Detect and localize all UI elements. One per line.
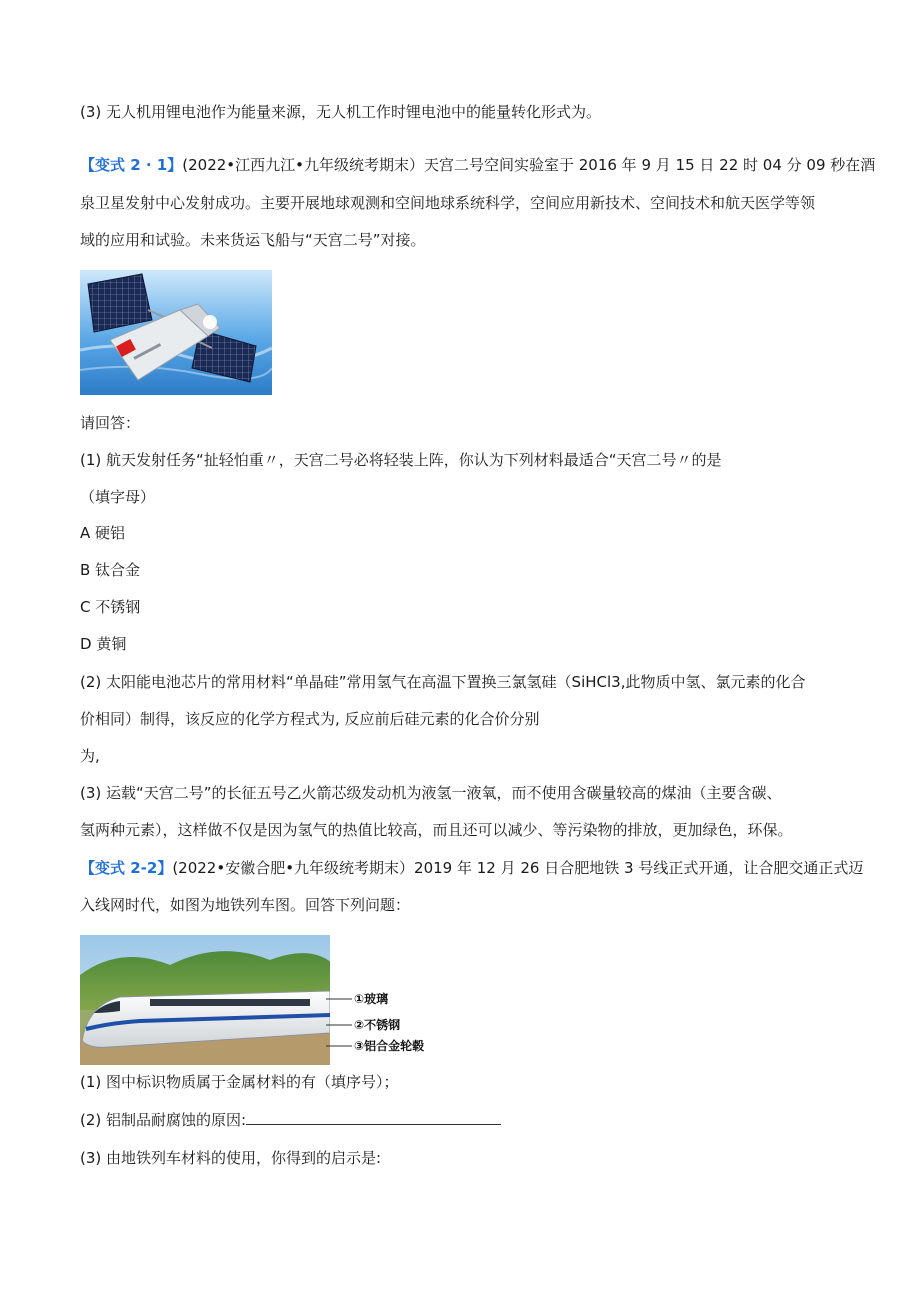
paragraph-line: 价相同）制得，该反应的化学方程式为, 反应前后硅元素的化合价分别 — [80, 710, 540, 728]
variant-2-1-header — [80, 155, 875, 175]
paragraph-line: 为, — [80, 747, 100, 765]
option-b: B 钛合金 — [80, 561, 141, 579]
variant-2-2-header — [80, 858, 863, 878]
answer-blank[interactable] — [246, 1110, 501, 1125]
q3-rocket: (3) 运载“天宫二号”的长征五号乙火箭芯级发动机为液氢一液氧，而不使用含碳量较高的煤油（主要含碳、 — [80, 784, 782, 802]
q1-metal-materials: (1) 图中标识物质属于金属材料的有（填序号）； — [80, 1073, 399, 1091]
paragraph-line: 域的应用和试验。未来货运飞船与“天宫二号”对接。 — [80, 231, 426, 249]
q2-silicon: (2) 太阳能电池芯片的常用材料“单晶硅”常用氢气在高温下置换三氯氢硅（SiHCl3,此物质中氢、氯元素的化合 — [80, 673, 806, 691]
variant-intro: (2022•安徽合肥•九年级统考期末）2019 年 12 月 26 日合肥地铁 3 号线正式开通，让合肥交通正式迈 — [172, 859, 864, 877]
option-a: A 硬铝 — [80, 524, 126, 542]
q3-drone-battery: (3) 无人机用锂电池作为能量来源，无人机工作时锂电池中的能量转化形式为。 — [80, 103, 602, 121]
tiangong-satellite-image — [80, 270, 272, 395]
variant-tag: 【变式 2-2】 — [80, 859, 173, 877]
q2-text: (2) 铝制品耐腐蚀的原因: — [80, 1111, 247, 1129]
paragraph-line: 泉卫星发射中心发射成功。主要开展地球观测和空间地球系统科学，空间应用新技术、空间技术和航天医学等领 — [80, 194, 816, 212]
label-stainless-steel: ②不锈钢 — [354, 1018, 401, 1032]
label-aluminum-alloy: ③铝合金轮毂 — [354, 1039, 425, 1053]
option-d: D 黄铜 — [80, 635, 127, 653]
variant-tag: 【变式 2 · 1】 — [80, 156, 183, 174]
q1-material: (1) 航天发射任务“扯轻怕重〃，天宫二号必将轻装上阵，你认为下列材料最适合“天宫二号〃的是 — [80, 451, 722, 469]
metro-train-image — [80, 935, 450, 1065]
answer-prompt: 请回答： — [80, 414, 141, 432]
option-c: C 不锈钢 — [80, 598, 141, 616]
q3-inspiration: (3) 由地铁列车材料的使用，你得到的启示是: — [80, 1149, 382, 1167]
paragraph-line: 氢两种元素），这样做不仅是因为氢气的热值比较高，而且还可以减少、等污染物的排放，更加绿色，环保。 — [80, 821, 793, 839]
label-glass: ①玻璃 — [354, 992, 389, 1006]
q1-instruction: （填字母） — [80, 488, 156, 506]
q2-aluminum-corrosion — [80, 1110, 501, 1130]
paragraph-line: 入线网时代，如图为地铁列车图。回答下列问题： — [80, 896, 411, 914]
variant-intro: (2022•江西九江•九年级统考期末）天宫二号空间实验室于 2016 年 9 月 15 日 22 时 04 分 09 秒在酒 — [182, 156, 876, 174]
